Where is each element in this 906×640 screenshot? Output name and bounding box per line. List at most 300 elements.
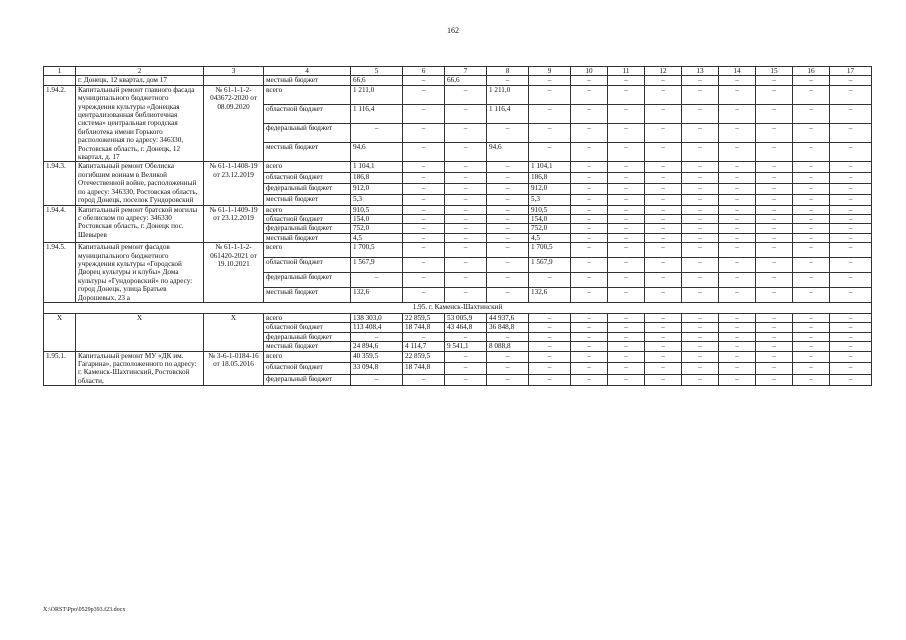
value-cell: – [645, 194, 682, 205]
value-cell: – [608, 224, 645, 233]
value-cell: – [830, 214, 872, 223]
document-cell: № 61-1-1-2-043672-2020 от 08.09.2020 [204, 85, 264, 162]
value-cell: – [793, 332, 830, 341]
document-cell: № 3-6-1-0184-16 от 18.05.2016 [204, 351, 264, 386]
value-cell: – [756, 374, 793, 386]
value-cell: 40 359,5 [351, 351, 403, 363]
value-cell: – [487, 374, 529, 386]
value-cell: – [487, 273, 529, 288]
value-cell: – [571, 214, 608, 223]
value-cell: – [682, 194, 719, 205]
value-cell: 154,0 [529, 214, 571, 223]
header-cell: 9 [529, 67, 571, 76]
header-cell: 8 [487, 67, 529, 76]
value-cell: – [445, 233, 487, 242]
value-cell: – [608, 363, 645, 375]
value-cell: – [571, 258, 608, 273]
value-cell: – [682, 233, 719, 242]
value-cell: – [487, 332, 529, 341]
value-cell: – [445, 162, 487, 173]
value-cell: – [571, 332, 608, 341]
value-cell: – [571, 243, 608, 258]
row-number-cell: 1.94.2. [44, 85, 76, 162]
value-cell: – [445, 258, 487, 273]
value-cell: – [830, 258, 872, 273]
header-cell: 17 [830, 67, 872, 76]
value-cell: – [793, 162, 830, 173]
object-name-cell: Капитальный ремонт фасадов муниципального бюджетного учреждения культуры «Городской Дворец культуры и клубы» Дома культуры «Гундоровский» по адресу: город Донецк, улица Братьев Дорошевых, 23 а [76, 243, 204, 303]
value-cell: – [571, 374, 608, 386]
value-cell: – [487, 243, 529, 258]
value-cell: – [719, 363, 756, 375]
value-cell: – [830, 205, 872, 214]
value-cell: – [756, 194, 793, 205]
object-name-cell: Капитальный ремонт главного фасада муниципального бюджетного учреждения культуры «Донецкая централизованная библиотечная система» центральная городская библиотека имени Горького расположенная по адресу: 346330, Ростовская область, г. Донецк, 12 квартал, д. 17 [76, 85, 204, 162]
value-cell: – [608, 124, 645, 143]
value-cell: – [756, 183, 793, 194]
value-cell: – [608, 85, 645, 104]
value-cell: – [608, 342, 645, 351]
value-cell: 5,3 [351, 194, 403, 205]
value-cell: – [608, 323, 645, 332]
value-cell: 132,6 [529, 287, 571, 302]
value-cell: – [571, 194, 608, 205]
value-cell: – [793, 214, 830, 223]
value-cell: – [793, 205, 830, 214]
value-cell: – [571, 342, 608, 351]
row-number-cell: 1.94.5. [44, 243, 76, 303]
value-cell: 22 859,5 [403, 351, 445, 363]
value-cell: – [608, 243, 645, 258]
value-cell: – [529, 124, 571, 143]
value-cell: – [487, 224, 529, 233]
value-cell: 4,5 [529, 233, 571, 242]
value-cell: – [793, 342, 830, 351]
row-number-cell [44, 76, 76, 85]
document-cell: № 61-1-1409-19 от 23.12.2019 [204, 205, 264, 243]
value-cell: – [756, 323, 793, 332]
value-cell: – [571, 162, 608, 173]
value-cell: – [445, 104, 487, 123]
value-cell: – [756, 332, 793, 341]
header-cell: 3 [204, 67, 264, 76]
value-cell: – [830, 124, 872, 143]
value-cell: – [571, 224, 608, 233]
value-cell: – [682, 273, 719, 288]
value-cell: – [682, 351, 719, 363]
value-cell: – [830, 351, 872, 363]
funding-source-cell: областной бюджет [264, 258, 351, 273]
value-cell: – [608, 205, 645, 214]
header-cell: 14 [719, 67, 756, 76]
value-cell: – [719, 313, 756, 322]
value-cell: – [830, 233, 872, 242]
value-cell: 4 114,7 [403, 342, 445, 351]
value-cell: – [682, 363, 719, 375]
table-row [44, 243, 872, 258]
value-cell: – [830, 287, 872, 302]
value-cell: 1 104,1 [529, 162, 571, 173]
value-cell: 66,6 [445, 76, 487, 85]
value-cell: – [793, 323, 830, 332]
value-cell: – [608, 233, 645, 242]
value-cell: 186,8 [529, 173, 571, 184]
value-cell: – [756, 313, 793, 322]
value-cell: – [682, 342, 719, 351]
value-cell: – [645, 258, 682, 273]
value-cell: – [571, 173, 608, 184]
value-cell: 94,6 [351, 143, 403, 162]
value-cell: – [645, 323, 682, 332]
value-cell: – [645, 243, 682, 258]
value-cell: – [793, 258, 830, 273]
value-cell: – [403, 143, 445, 162]
value-cell: – [756, 243, 793, 258]
funding-source-cell: федеральный бюджет [264, 224, 351, 233]
value-cell: 8 088,8 [487, 342, 529, 351]
funding-source-cell: федеральный бюджет [264, 124, 351, 143]
value-cell: – [608, 194, 645, 205]
funding-source-cell: областной бюджет [264, 173, 351, 184]
value-cell: – [403, 76, 445, 85]
value-cell: – [645, 224, 682, 233]
funding-source-cell: областной бюджет [264, 363, 351, 375]
value-cell: – [487, 124, 529, 143]
funding-source-cell: всего [264, 313, 351, 322]
value-cell: – [445, 224, 487, 233]
funding-source-cell: федеральный бюджет [264, 183, 351, 194]
value-cell: – [756, 85, 793, 104]
value-cell: – [793, 351, 830, 363]
value-cell: 912,0 [351, 183, 403, 194]
funding-source-cell: всего [264, 162, 351, 173]
value-cell: – [793, 85, 830, 104]
value-cell: – [608, 173, 645, 184]
value-cell: – [719, 332, 756, 341]
value-cell: – [403, 173, 445, 184]
funding-source-cell: федеральный бюджет [264, 374, 351, 386]
value-cell: – [830, 332, 872, 341]
value-cell: – [608, 287, 645, 302]
value-cell: – [445, 363, 487, 375]
value-cell: – [756, 162, 793, 173]
value-cell: – [756, 173, 793, 184]
value-cell: – [645, 205, 682, 214]
value-cell: 912,0 [529, 183, 571, 194]
value-cell: – [403, 194, 445, 205]
value-cell: – [756, 143, 793, 162]
header-cell: 13 [682, 67, 719, 76]
value-cell: – [682, 224, 719, 233]
value-cell: – [645, 233, 682, 242]
value-cell: – [682, 104, 719, 123]
value-cell: 138 303,0 [351, 313, 403, 322]
value-cell: – [756, 287, 793, 302]
funding-source-cell: областной бюджет [264, 323, 351, 332]
object-name-cell: X [76, 313, 204, 351]
value-cell: – [645, 76, 682, 85]
header-row [44, 67, 872, 76]
header-cell: 6 [403, 67, 445, 76]
value-cell: – [645, 363, 682, 375]
funding-source-cell: всего [264, 85, 351, 104]
funding-source-cell: местный бюджет [264, 76, 351, 85]
value-cell: – [830, 173, 872, 184]
value-cell: – [445, 124, 487, 143]
value-cell: 154,0 [351, 214, 403, 223]
header-cell: 1 [44, 67, 76, 76]
value-cell: – [445, 351, 487, 363]
value-cell: – [608, 258, 645, 273]
table-row [44, 162, 872, 173]
value-cell: – [487, 351, 529, 363]
value-cell: – [645, 342, 682, 351]
value-cell: – [487, 194, 529, 205]
value-cell: 752,0 [351, 224, 403, 233]
value-cell: – [403, 287, 445, 302]
table-row [44, 351, 872, 363]
value-cell: – [529, 332, 571, 341]
value-cell: – [529, 363, 571, 375]
value-cell: 1 104,1 [351, 162, 403, 173]
value-cell: – [830, 273, 872, 288]
value-cell: – [830, 342, 872, 351]
value-cell: – [403, 162, 445, 173]
header-cell: 4 [264, 67, 351, 76]
value-cell: – [830, 363, 872, 375]
row-number-cell: 1.94.3. [44, 162, 76, 205]
row-number-cell: X [44, 313, 76, 351]
value-cell: – [830, 224, 872, 233]
value-cell: – [793, 287, 830, 302]
document-cell [204, 76, 264, 85]
header-cell: 11 [608, 67, 645, 76]
value-cell: – [571, 143, 608, 162]
value-cell: – [682, 332, 719, 341]
value-cell: 910,5 [529, 205, 571, 214]
value-cell: – [719, 143, 756, 162]
value-cell: – [756, 351, 793, 363]
value-cell: – [719, 323, 756, 332]
value-cell: – [793, 273, 830, 288]
value-cell: – [645, 332, 682, 341]
value-cell: – [571, 85, 608, 104]
value-cell: – [682, 313, 719, 322]
value-cell: 66,6 [351, 76, 403, 85]
value-cell: 53 005,9 [445, 313, 487, 322]
value-cell: – [529, 76, 571, 85]
funding-source-cell: местный бюджет [264, 194, 351, 205]
value-cell: – [719, 233, 756, 242]
value-cell: – [793, 124, 830, 143]
value-cell: – [719, 173, 756, 184]
value-cell: – [487, 258, 529, 273]
value-cell: 1 116,4 [351, 104, 403, 123]
value-cell: – [529, 143, 571, 162]
value-cell: – [793, 104, 830, 123]
value-cell: 1 567,9 [351, 258, 403, 273]
value-cell: – [682, 374, 719, 386]
value-cell: – [351, 273, 403, 288]
value-cell: – [487, 233, 529, 242]
value-cell: – [793, 313, 830, 322]
value-cell: 113 408,4 [351, 323, 403, 332]
value-cell: – [830, 323, 872, 332]
value-cell: – [645, 85, 682, 104]
file-path-footer: X:\ORST\Ppo\0529p393.f23.docx [43, 607, 126, 613]
value-cell: – [529, 323, 571, 332]
value-cell: 33 094,8 [351, 363, 403, 375]
value-cell: – [351, 332, 403, 341]
value-cell: – [445, 273, 487, 288]
value-cell: – [403, 205, 445, 214]
value-cell: – [756, 342, 793, 351]
section-title: 1.95. г. Каменск-Шахтинский [44, 302, 872, 313]
value-cell: – [403, 332, 445, 341]
value-cell: – [445, 332, 487, 341]
value-cell: – [445, 205, 487, 214]
value-cell: – [529, 374, 571, 386]
value-cell: – [682, 323, 719, 332]
value-cell: 43 464,8 [445, 323, 487, 332]
value-cell: – [719, 194, 756, 205]
value-cell: – [571, 233, 608, 242]
object-name-cell: Капитальный ремонт Обелиска погибшим воинам в Великой Отечественной войне, расположенный по адресу: 346330, Ростовская область, город Донецк, поселок Гундоровский [76, 162, 204, 205]
value-cell: – [793, 173, 830, 184]
header-cell: 12 [645, 67, 682, 76]
value-cell: – [571, 351, 608, 363]
value-cell: – [487, 363, 529, 375]
row-number-cell: 1.95.1. [44, 351, 76, 386]
value-cell: – [403, 214, 445, 223]
value-cell: – [682, 258, 719, 273]
table-row [44, 85, 872, 104]
value-cell: 1 700,5 [529, 243, 571, 258]
value-cell: – [445, 183, 487, 194]
value-cell: – [351, 374, 403, 386]
value-cell: 1 116,4 [487, 104, 529, 123]
value-cell: 1 700,5 [351, 243, 403, 258]
funding-source-cell: всего [264, 205, 351, 214]
value-cell: – [756, 205, 793, 214]
value-cell: – [793, 194, 830, 205]
table-row [44, 313, 872, 322]
funding-source-cell: всего [264, 243, 351, 258]
value-cell: – [529, 313, 571, 322]
table-row [44, 76, 872, 85]
value-cell: – [487, 183, 529, 194]
value-cell: – [682, 214, 719, 223]
value-cell: – [830, 313, 872, 322]
value-cell: 94,6 [487, 143, 529, 162]
value-cell: – [682, 143, 719, 162]
funding-source-cell: областной бюджет [264, 104, 351, 123]
value-cell: – [682, 205, 719, 214]
value-cell: – [682, 162, 719, 173]
value-cell: – [571, 76, 608, 85]
value-cell: – [682, 124, 719, 143]
value-cell: – [756, 104, 793, 123]
value-cell: – [793, 243, 830, 258]
value-cell: – [682, 183, 719, 194]
value-cell: – [830, 183, 872, 194]
value-cell: – [756, 273, 793, 288]
document-cell: X [204, 313, 264, 351]
value-cell: – [608, 214, 645, 223]
value-cell: 186,8 [351, 173, 403, 184]
value-cell: – [487, 214, 529, 223]
value-cell: – [608, 313, 645, 322]
value-cell: – [719, 85, 756, 104]
value-cell: – [645, 214, 682, 223]
value-cell: – [645, 287, 682, 302]
value-cell: – [608, 162, 645, 173]
header-cell: 10 [571, 67, 608, 76]
value-cell: – [571, 313, 608, 322]
value-cell: 752,0 [529, 224, 571, 233]
value-cell: 18 744,8 [403, 363, 445, 375]
value-cell: – [830, 194, 872, 205]
value-cell: – [445, 214, 487, 223]
value-cell: – [645, 183, 682, 194]
value-cell: – [719, 76, 756, 85]
value-cell: – [793, 363, 830, 375]
funding-source-cell: федеральный бюджет [264, 273, 351, 288]
value-cell: – [756, 214, 793, 223]
value-cell: – [793, 374, 830, 386]
header-cell: 15 [756, 67, 793, 76]
value-cell: – [487, 287, 529, 302]
value-cell: – [645, 124, 682, 143]
value-cell: – [571, 183, 608, 194]
document-cell: № 61-1-1408-19 от 23.12.2019 [204, 162, 264, 205]
funding-source-cell: местный бюджет [264, 143, 351, 162]
value-cell: – [608, 104, 645, 123]
value-cell: – [719, 162, 756, 173]
value-cell: – [608, 332, 645, 341]
value-cell: – [403, 224, 445, 233]
value-cell: – [830, 243, 872, 258]
value-cell: – [756, 233, 793, 242]
value-cell: – [793, 233, 830, 242]
value-cell: – [445, 85, 487, 104]
document-cell: № 61-1-1-2-061420-2021 от 19.10.2021 [204, 243, 264, 303]
value-cell: – [645, 104, 682, 123]
value-cell: – [608, 143, 645, 162]
value-cell: – [719, 205, 756, 214]
value-cell: – [645, 374, 682, 386]
funding-source-cell: местный бюджет [264, 342, 351, 351]
value-cell: – [571, 205, 608, 214]
value-cell: – [830, 143, 872, 162]
value-cell: – [719, 273, 756, 288]
value-cell: – [645, 351, 682, 363]
value-cell: – [682, 85, 719, 104]
header-cell: 16 [793, 67, 830, 76]
value-cell: – [756, 76, 793, 85]
value-cell: – [608, 351, 645, 363]
value-cell: – [830, 76, 872, 85]
value-cell: – [571, 104, 608, 123]
value-cell: 18 744,8 [403, 323, 445, 332]
value-cell: – [682, 76, 719, 85]
value-cell: – [445, 194, 487, 205]
value-cell: – [445, 143, 487, 162]
value-cell: – [608, 183, 645, 194]
value-cell: – [756, 124, 793, 143]
value-cell: 1 211,0 [351, 85, 403, 104]
value-cell: – [445, 374, 487, 386]
